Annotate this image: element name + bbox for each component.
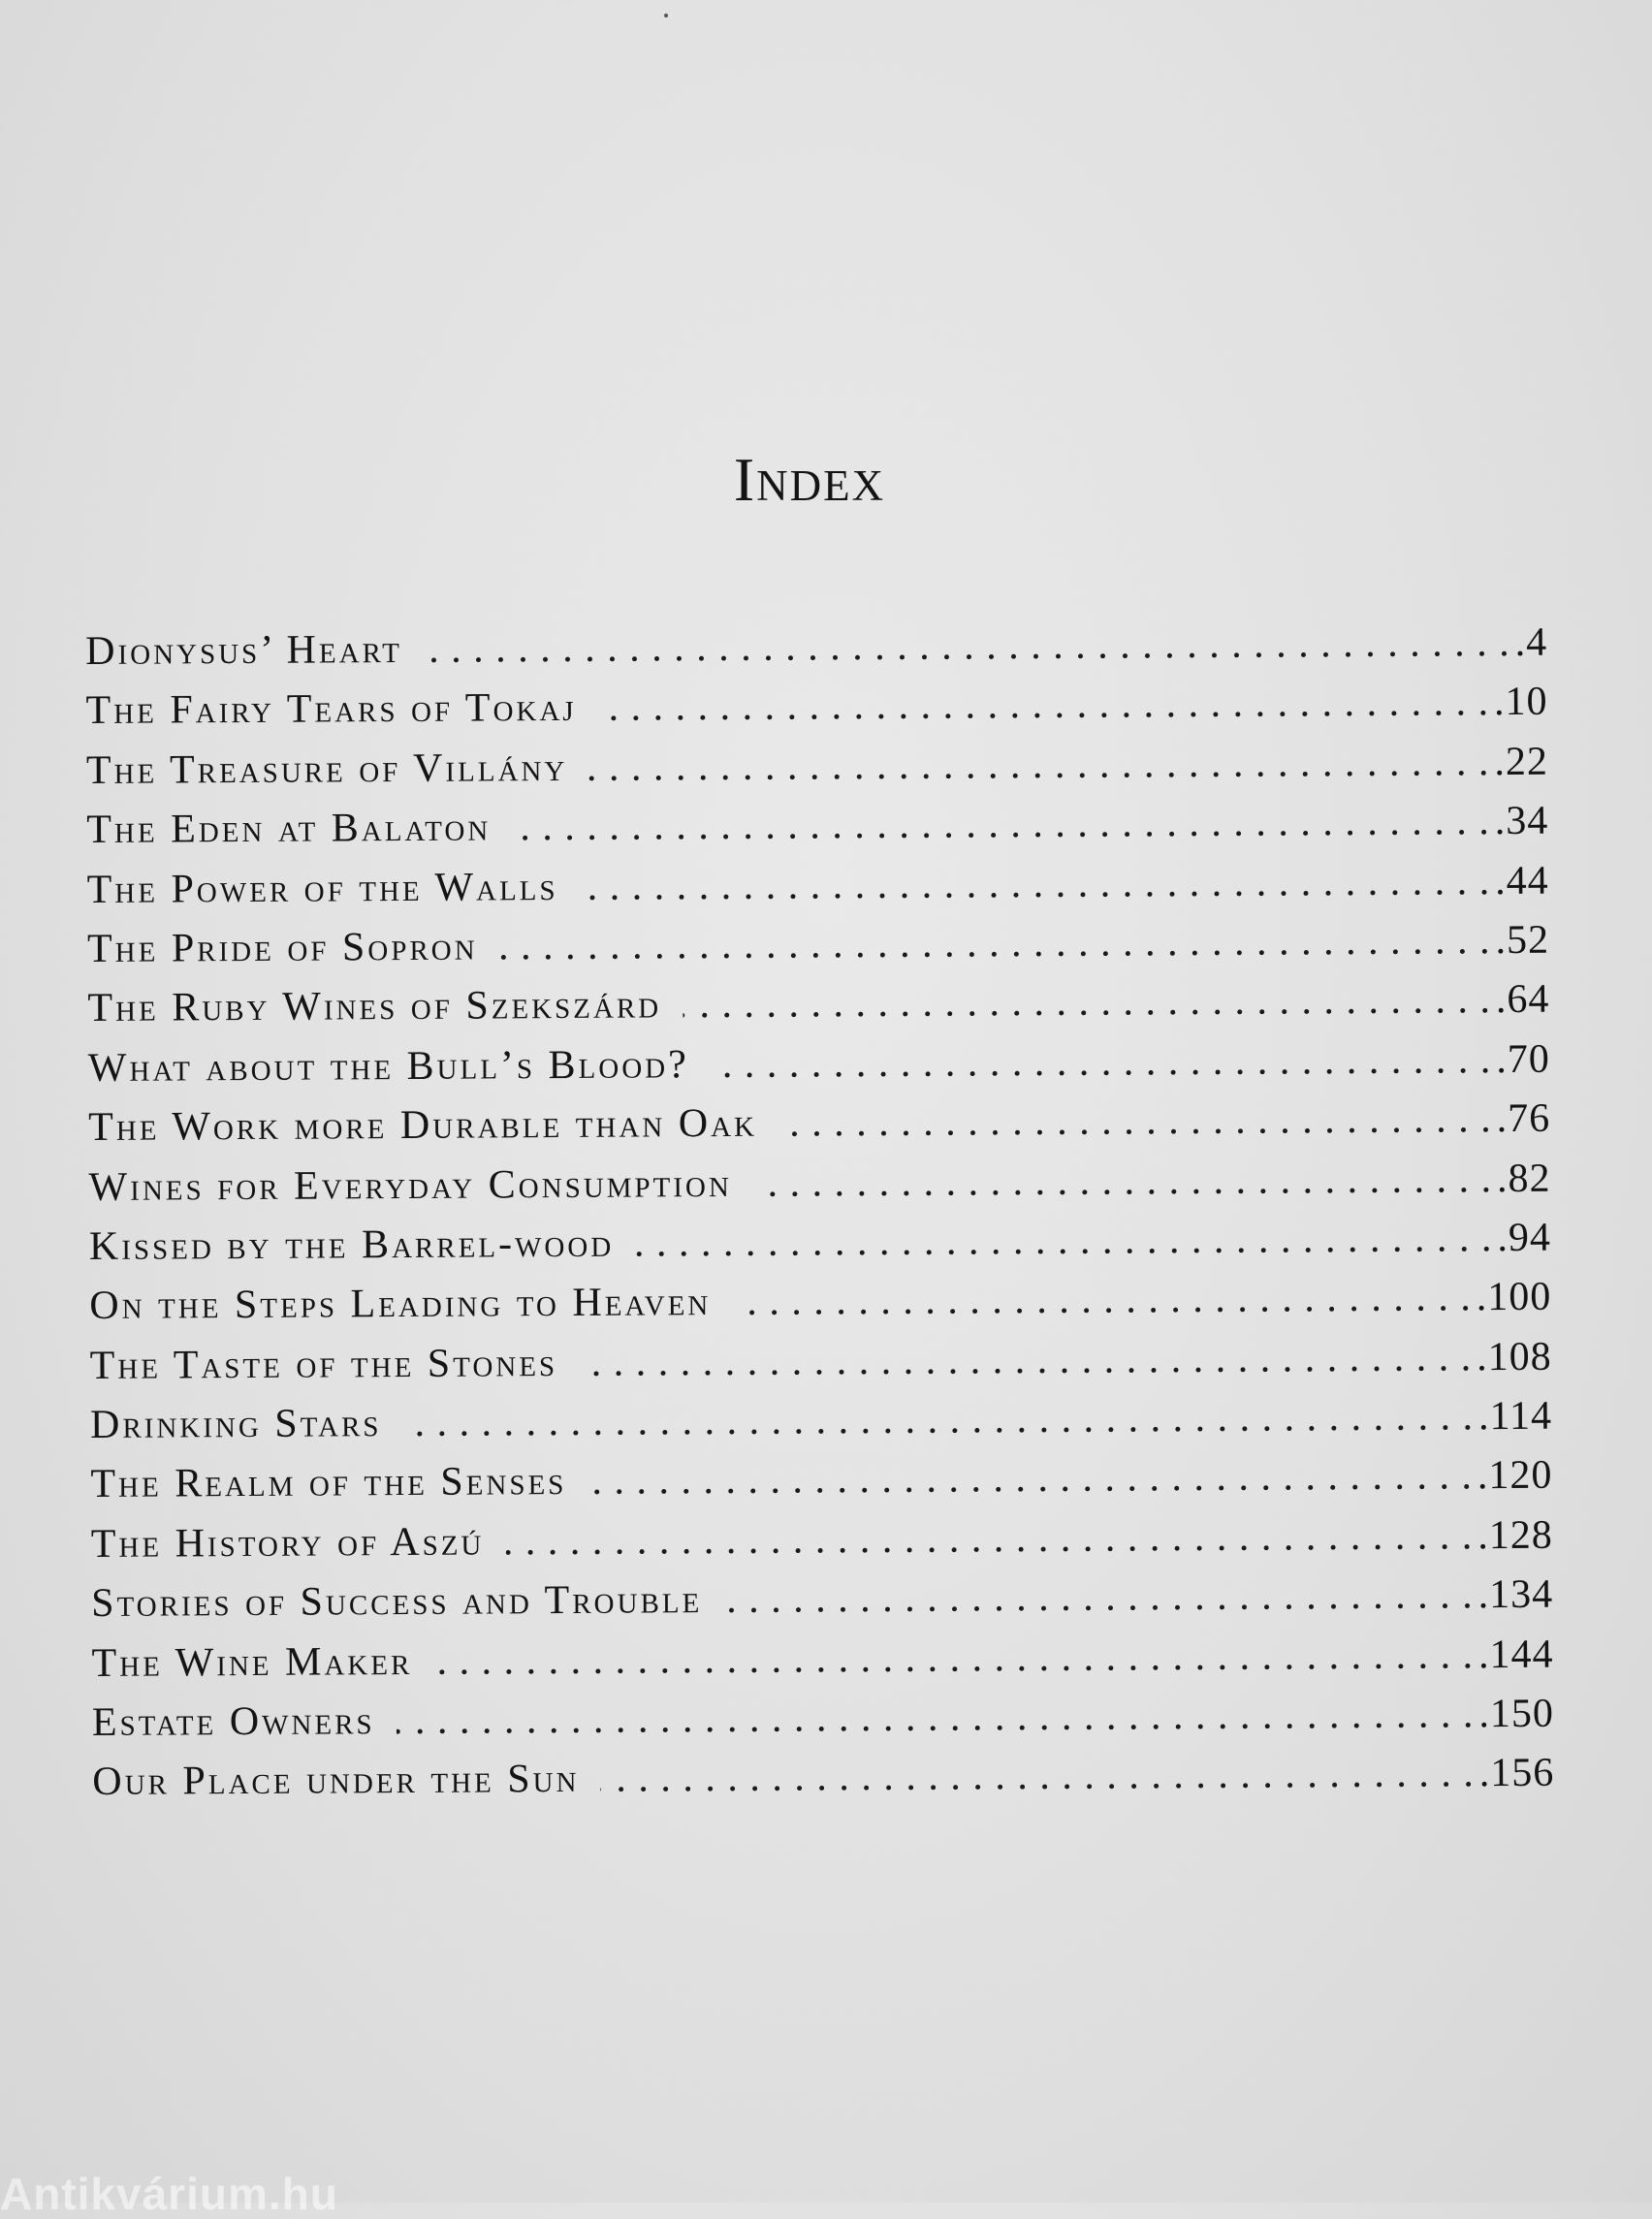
toc-entry: [88, 1030, 1550, 1099]
toc-entry-page: .156: [1478, 1751, 1555, 1796]
dot-leader: [597, 674, 1488, 739]
toc-entry-page: .64: [1495, 977, 1550, 1023]
toc-entry-page: .34: [1494, 798, 1549, 844]
toc-entry-page: .144: [1477, 1632, 1554, 1677]
toc-entry-title: The Pride of Sopron: [86, 924, 478, 971]
toc-entry-page: .120: [1477, 1453, 1553, 1499]
toc-entry-title: Our Place under the Sun: [92, 1757, 580, 1805]
toc-entry-title: The Treasure of Villány: [85, 745, 568, 793]
toc-entry-title: Dionysus’ Heart: [85, 627, 403, 674]
toc-entry-page: .10: [1493, 680, 1548, 725]
toc-entry-page: .100: [1476, 1275, 1552, 1320]
toc-entry-title: Wines for Everyday Consumption: [88, 1160, 732, 1210]
toc-entry-title: Stories of Success and Trouble: [91, 1577, 703, 1627]
toc-entry-page: .82: [1496, 1156, 1551, 1201]
dot-leader: [424, 614, 1509, 680]
toc-entry: [86, 792, 1548, 861]
toc-entry: [90, 1387, 1552, 1456]
toc-entry-title: The Eden at Balaton: [86, 805, 492, 853]
dot-leader: [635, 1209, 1492, 1273]
toc-entry-title: The Power of the Walls: [86, 864, 558, 912]
dot-leader: [711, 1030, 1491, 1094]
toc-entry: [90, 1446, 1552, 1515]
toc-entry-title: The Fairy Tears of Tokaj: [85, 685, 577, 734]
toc-entry-page: .108: [1477, 1334, 1552, 1379]
dot-leader: [433, 1626, 1473, 1692]
dot-leader: [512, 792, 1489, 857]
toc-entry: [86, 733, 1548, 802]
toc-entry-title: The Ruby Wines of Szekszárd: [87, 982, 662, 1031]
toc-entry-title: Kissed by the Barrel-wood: [88, 1220, 615, 1269]
toc-entry: [91, 1625, 1553, 1694]
toc-entry-title: Estate Owners: [91, 1698, 375, 1746]
toc-entry: [91, 1566, 1553, 1634]
dot-leader: [579, 852, 1489, 917]
dot-leader: [600, 1745, 1474, 1809]
dot-leader: [505, 1506, 1472, 1571]
toc-entry-page: .114: [1477, 1393, 1553, 1440]
toc-entry: [89, 1268, 1551, 1337]
toc-entry-title: The Taste of the Stones: [89, 1340, 558, 1388]
toc-entry: [91, 1506, 1553, 1575]
toc-entry-page: .4: [1514, 619, 1548, 665]
ink-speck: [664, 14, 668, 17]
toc-entry-title: The Realm of the Senses: [90, 1459, 567, 1507]
dot-leader: [588, 733, 1488, 798]
dot-leader: [753, 1150, 1492, 1214]
toc-entry: [85, 673, 1547, 742]
toc-entry: [87, 851, 1549, 920]
table-of-contents: [85, 614, 1554, 1813]
dot-leader: [778, 1090, 1491, 1153]
page-title: Index: [733, 445, 886, 514]
dot-leader: [498, 911, 1489, 976]
toc-entry-page: .150: [1478, 1691, 1555, 1737]
dot-leader: [402, 1387, 1473, 1453]
dot-leader: [588, 1447, 1472, 1512]
toc-entry-title: The Wine Maker: [91, 1638, 413, 1686]
toc-entry: [92, 1744, 1554, 1813]
toc-entry-title: The History of Aszú: [90, 1519, 485, 1567]
dot-leader: [396, 1685, 1473, 1751]
toc-entry-page: .52: [1495, 917, 1550, 964]
toc-entry-title: What about the Bull’s Blood?: [87, 1041, 689, 1091]
toc-entry-title: On the Steps Leading to Heaven: [89, 1280, 712, 1329]
toc-entry: [87, 970, 1549, 1039]
toc-entry: [87, 911, 1549, 980]
toc-entry-page: .94: [1497, 1215, 1552, 1261]
toc-entry: [89, 1209, 1551, 1278]
toc-entry-title: The Work more Durable than Oak: [88, 1100, 758, 1151]
toc-entry: [88, 1090, 1550, 1158]
toc-entry-page: .44: [1495, 858, 1549, 903]
toc-entry-page: .70: [1496, 1036, 1550, 1082]
toc-entry-page: .134: [1477, 1572, 1554, 1618]
toc-entry-page: .22: [1494, 739, 1549, 784]
toc-entry: [88, 1149, 1550, 1218]
toc-entry: [90, 1327, 1552, 1396]
dot-leader: [683, 971, 1490, 1035]
dot-leader: [732, 1269, 1471, 1333]
toc-entry: [85, 614, 1547, 682]
toc-entry: [92, 1685, 1554, 1754]
toc-entry-page: .128: [1477, 1512, 1553, 1559]
watermark: Antikvárium.hu: [0, 2169, 338, 2219]
dot-leader: [723, 1567, 1473, 1631]
dot-leader: [579, 1328, 1471, 1393]
toc-entry-page: .76: [1496, 1095, 1551, 1142]
toc-entry-title: Drinking Stars: [89, 1401, 382, 1448]
